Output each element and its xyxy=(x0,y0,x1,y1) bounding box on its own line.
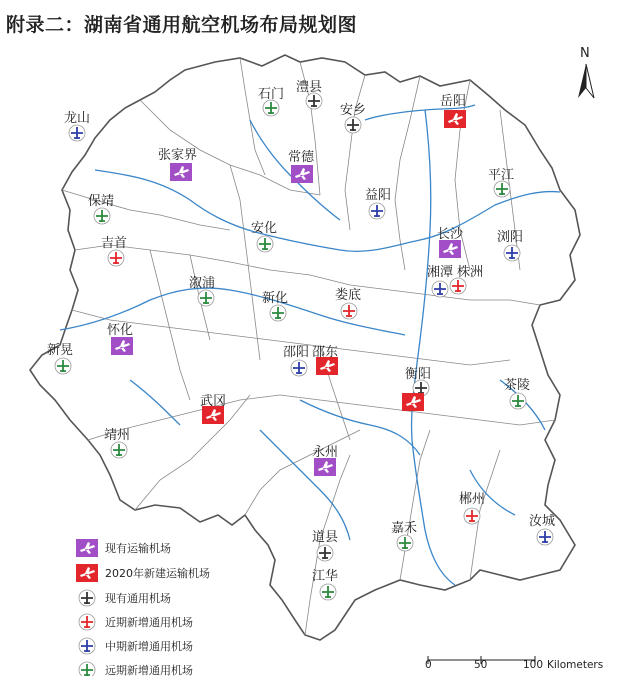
airport-label: 怀化 xyxy=(107,323,134,338)
airport-label: 龙山 xyxy=(64,111,91,126)
general-aviation-icon xyxy=(450,278,466,294)
scale-bar xyxy=(425,656,603,671)
general-aviation-icon xyxy=(341,303,357,319)
airport-label: 邵东 xyxy=(312,345,339,360)
airplane-icon xyxy=(291,165,313,183)
legend-item xyxy=(76,539,171,557)
general-aviation-icon xyxy=(111,442,127,458)
airport-label: 益阳 xyxy=(365,188,392,203)
general-aviation-icon xyxy=(257,236,273,252)
legend-label: 2020年新建运输机场 xyxy=(105,567,210,580)
airport-label: 安乡 xyxy=(340,103,367,118)
general-aviation-icon xyxy=(397,535,413,551)
airport-label: 新化 xyxy=(262,291,289,306)
airport-label: 株洲 xyxy=(457,265,484,280)
general-aviation-icon xyxy=(306,93,322,109)
legend-label: 远期新增通用机场 xyxy=(105,664,193,676)
page-title: 附录二：湖南省通用航空机场布局规划图 xyxy=(6,14,358,36)
airplane-icon xyxy=(170,163,192,181)
airport-label: 道县 xyxy=(312,530,339,545)
general-aviation-icon xyxy=(94,208,110,224)
scale-tick-label: 100 xyxy=(523,659,544,671)
airport-marker[interactable] xyxy=(64,110,90,141)
scale-unit-label: Kilometers xyxy=(547,659,604,671)
general-aviation-icon xyxy=(79,638,95,654)
airport-label: 永州 xyxy=(312,445,339,460)
airport-label: 新晃 xyxy=(47,343,74,358)
svg-text:N: N xyxy=(580,46,590,61)
general-aviation-icon xyxy=(537,529,553,545)
general-aviation-icon xyxy=(504,245,520,261)
general-aviation-icon xyxy=(291,360,307,376)
airplane-icon xyxy=(111,337,133,355)
airport-label: 岳阳 xyxy=(440,94,467,109)
general-aviation-icon xyxy=(69,125,85,141)
legend-item xyxy=(79,662,193,676)
airport-label: 溆浦 xyxy=(189,276,216,291)
airplane-icon xyxy=(439,240,461,258)
general-aviation-icon xyxy=(345,117,361,133)
airport-marker[interactable] xyxy=(312,445,338,476)
airport-label: 武冈 xyxy=(200,394,227,409)
airport-label: 娄底 xyxy=(335,288,362,303)
airport-label: 汝城 xyxy=(529,514,556,529)
general-aviation-icon xyxy=(270,305,286,321)
airport-label: 嘉禾 xyxy=(391,521,418,536)
general-aviation-icon xyxy=(320,584,336,600)
general-aviation-icon xyxy=(510,393,526,409)
airport-label: 衡阳 xyxy=(405,367,432,382)
airport-label: 茶陵 xyxy=(504,378,531,393)
general-aviation-icon xyxy=(432,281,448,297)
airplane-icon xyxy=(76,539,98,557)
scale-tick-label: 50 xyxy=(474,659,488,671)
airport-label: 湘潭 xyxy=(427,265,454,280)
legend-item xyxy=(79,590,171,606)
general-aviation-icon xyxy=(79,662,95,676)
general-aviation-icon xyxy=(79,614,95,630)
airport-label: 吉首 xyxy=(101,236,128,251)
airport-label: 江华 xyxy=(312,569,339,584)
airport-label: 常德 xyxy=(288,150,315,165)
legend-item xyxy=(76,564,210,582)
general-aviation-icon xyxy=(494,181,510,197)
legend-item xyxy=(79,638,193,654)
airport-label: 长沙 xyxy=(437,227,464,242)
airport-label: 安化 xyxy=(251,221,278,236)
legend-item xyxy=(79,614,193,630)
airport-label: 石门 xyxy=(258,87,285,102)
airport-marker[interactable] xyxy=(288,149,315,183)
airport-label: 保靖 xyxy=(88,194,115,209)
general-aviation-icon xyxy=(317,545,333,561)
airport-label: 靖州 xyxy=(104,428,131,443)
general-aviation-icon xyxy=(369,203,385,219)
north-arrow-icon xyxy=(578,46,594,98)
airport-label: 澧县 xyxy=(296,80,323,95)
scale-tick-label: 0 xyxy=(425,659,432,671)
airplane-icon xyxy=(444,110,466,128)
legend xyxy=(76,539,210,676)
airplane-icon xyxy=(76,564,98,582)
general-aviation-icon xyxy=(55,358,71,374)
airport-marker[interactable] xyxy=(437,226,464,258)
general-aviation-icon xyxy=(263,100,279,116)
airport-marker[interactable] xyxy=(200,393,226,424)
legend-label: 中期新增通用机场 xyxy=(105,640,193,653)
airport-label: 浏阳 xyxy=(497,230,524,245)
general-aviation-icon xyxy=(79,590,95,606)
airport-marker[interactable] xyxy=(402,393,424,411)
legend-label: 近期新增通用机场 xyxy=(105,616,193,629)
airport-label: 平江 xyxy=(488,168,515,183)
legend-label: 现有通用机场 xyxy=(105,592,171,605)
airport-label: 张家界 xyxy=(158,148,198,163)
general-aviation-icon xyxy=(108,250,124,266)
airplane-icon xyxy=(402,393,424,411)
airplane-icon xyxy=(314,458,336,476)
legend-label: 现有运输机场 xyxy=(105,542,171,555)
airport-label: 郴州 xyxy=(459,492,486,507)
general-aviation-icon xyxy=(198,290,214,306)
airport-label: 邵阳 xyxy=(283,345,310,360)
general-aviation-icon xyxy=(464,508,480,524)
